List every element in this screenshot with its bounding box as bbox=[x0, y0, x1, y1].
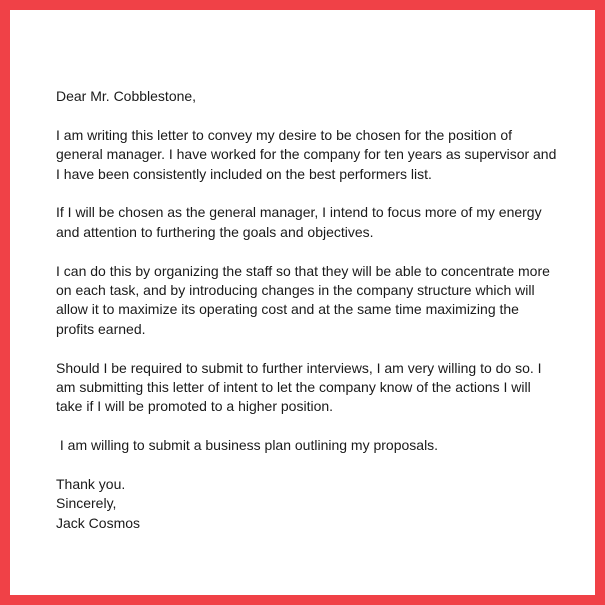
paragraph-1 bbox=[56, 126, 571, 184]
paragraph-line: I have been consistently included on the best performers list. bbox=[56, 165, 432, 182]
paragraph-line: take if I will be promoted to a higher position. bbox=[56, 398, 334, 415]
paragraph-5 bbox=[56, 436, 571, 455]
paragraph-line: on each task, and by introducing changes in the company structure which will bbox=[56, 282, 535, 299]
paragraph-line: am submitting this letter of intent to let the company know of the actions I will bbox=[56, 379, 531, 396]
paragraph-gap bbox=[56, 339, 571, 358]
paragraph-gap bbox=[56, 417, 571, 436]
signature-name: Jack Cosmos bbox=[56, 514, 141, 531]
paragraph-line: If I will be chosen as the general manager, I intend to focus more of my energy bbox=[56, 204, 542, 221]
paragraph-line: profits earned. bbox=[56, 320, 146, 337]
salutation: Dear Mr. Cobblestone, bbox=[56, 88, 197, 104]
closing-line: Sincerely, bbox=[56, 495, 117, 512]
paragraph-line: general manager. I have worked for the company for ten years as supervisor and bbox=[56, 146, 557, 163]
paragraph-gap bbox=[56, 106, 571, 125]
paragraph-2 bbox=[56, 203, 571, 242]
paragraph-line: I am writing this letter to convey my desire to be chosen for the position of bbox=[56, 126, 512, 143]
paragraph-line: allow it to maximize its operating cost and at the same time maximizing the bbox=[56, 301, 519, 318]
letter-body bbox=[56, 87, 571, 533]
paragraph-line: Should I be required to submit to further interviews, I am very willing to do so. I bbox=[56, 359, 542, 376]
paragraph-gap bbox=[56, 242, 571, 261]
paragraph-4 bbox=[56, 359, 571, 417]
paragraph-line: and attention to furthering the goals and objectives. bbox=[56, 223, 374, 240]
paragraph-line: I can do this by organizing the staff so that they will be able to concentrate more bbox=[56, 262, 550, 279]
paragraph-gap bbox=[56, 456, 571, 475]
paragraph-3 bbox=[56, 262, 571, 340]
thanks-line: Thank you. bbox=[56, 476, 126, 493]
paragraph-line: I am willing to submit a business plan outlining my proposals. bbox=[56, 437, 439, 454]
paragraph-gap bbox=[56, 184, 571, 203]
